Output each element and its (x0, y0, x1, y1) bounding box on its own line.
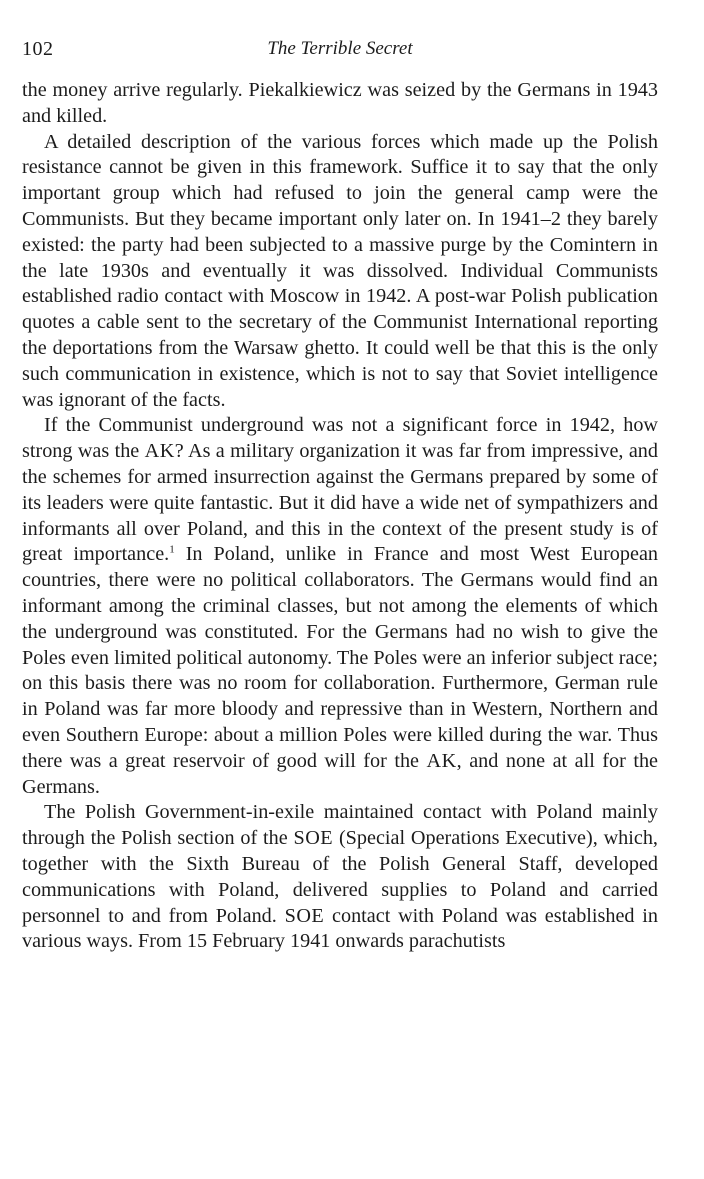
footnote-marker: 1 (169, 543, 175, 556)
paragraph (22, 130, 658, 414)
ak-abbreviation: AK (144, 440, 175, 463)
soe-abbreviation: SOE (293, 827, 334, 850)
paragraph (22, 800, 658, 955)
paragraph-text: , and none at all for the Germans. (22, 749, 658, 798)
running-header (22, 38, 658, 78)
ak-abbreviation: AK (426, 749, 457, 772)
page-number: 102 (22, 38, 54, 60)
running-title: The Terrible Secret (267, 38, 413, 59)
paragraph-text: If the Communist underground was not a significant force in 1942, how strong was the (22, 414, 658, 463)
paragraph (22, 413, 658, 800)
paragraph-text: A detailed description of the various forces which made up the Polish resistance cannot be given in this framework. Suffice it to say that the only important group which had refused to join the general camp were the Communists. But they became important only later on. In 1941–2 they barely existed: the party had been subjected to a massive purge by the Comintern in the late 1930s and eventually it was dissolved. Individual Communists established radio contact with Moscow in 1942. A post-war Polish publication quotes a cable sent to the secretary of the Communist International reporting the deportations from the Warsaw ghetto. It could well be that this is the only such communication in existence, which is not to say that Soviet intelligence was ignorant of the facts. (22, 130, 658, 411)
paragraph-text: contact with Poland was established in various ways. From 15 February 1941 onwards parachutists (22, 904, 658, 953)
paragraph-text: The Polish Government-in-exile maintained contact with Poland mainly through the Polish section of the (22, 801, 658, 850)
body-text (22, 78, 658, 955)
paragraph-text: ? As a military organization it was far from impressive, and the schemes for armed insurrection against the Germans prepared by some of its leaders were quite fantastic. But it did have a wide net of sympathizers and informants all over Poland, and this in the context of the present study is of great importance. (22, 440, 658, 566)
book-page (22, 38, 658, 955)
paragraph-text: the money arrive regularly. Piekalkiewicz was seized by the Germans in 1943 and killed. (22, 79, 658, 127)
soe-abbreviation: SOE (284, 904, 325, 927)
paragraph-text: In Poland, unlike in France and most West European countries, there were no political collaborators. The Germans would find an informant among the criminal classes, but not among the elements of which the underground was constituted. For the Germans had no wish to give the Poles even limited political autonomy. The Poles were an inferior subject race; on this basis there was no room for collaboration. Furthermore, German rule in Poland was far more bloody and repressive than in Western, Northern and even Southern Europe: about a million Poles were killed during the war. Thus there was a great reservoir of good will for the (22, 543, 658, 772)
paragraph-text: (Special Operations Executive), which, together with the Sixth Bureau of the Polish General Staff, developed communications with Poland, delivered supplies to Poland and carried personnel to and from Poland. (22, 827, 658, 927)
paragraph (22, 78, 658, 130)
